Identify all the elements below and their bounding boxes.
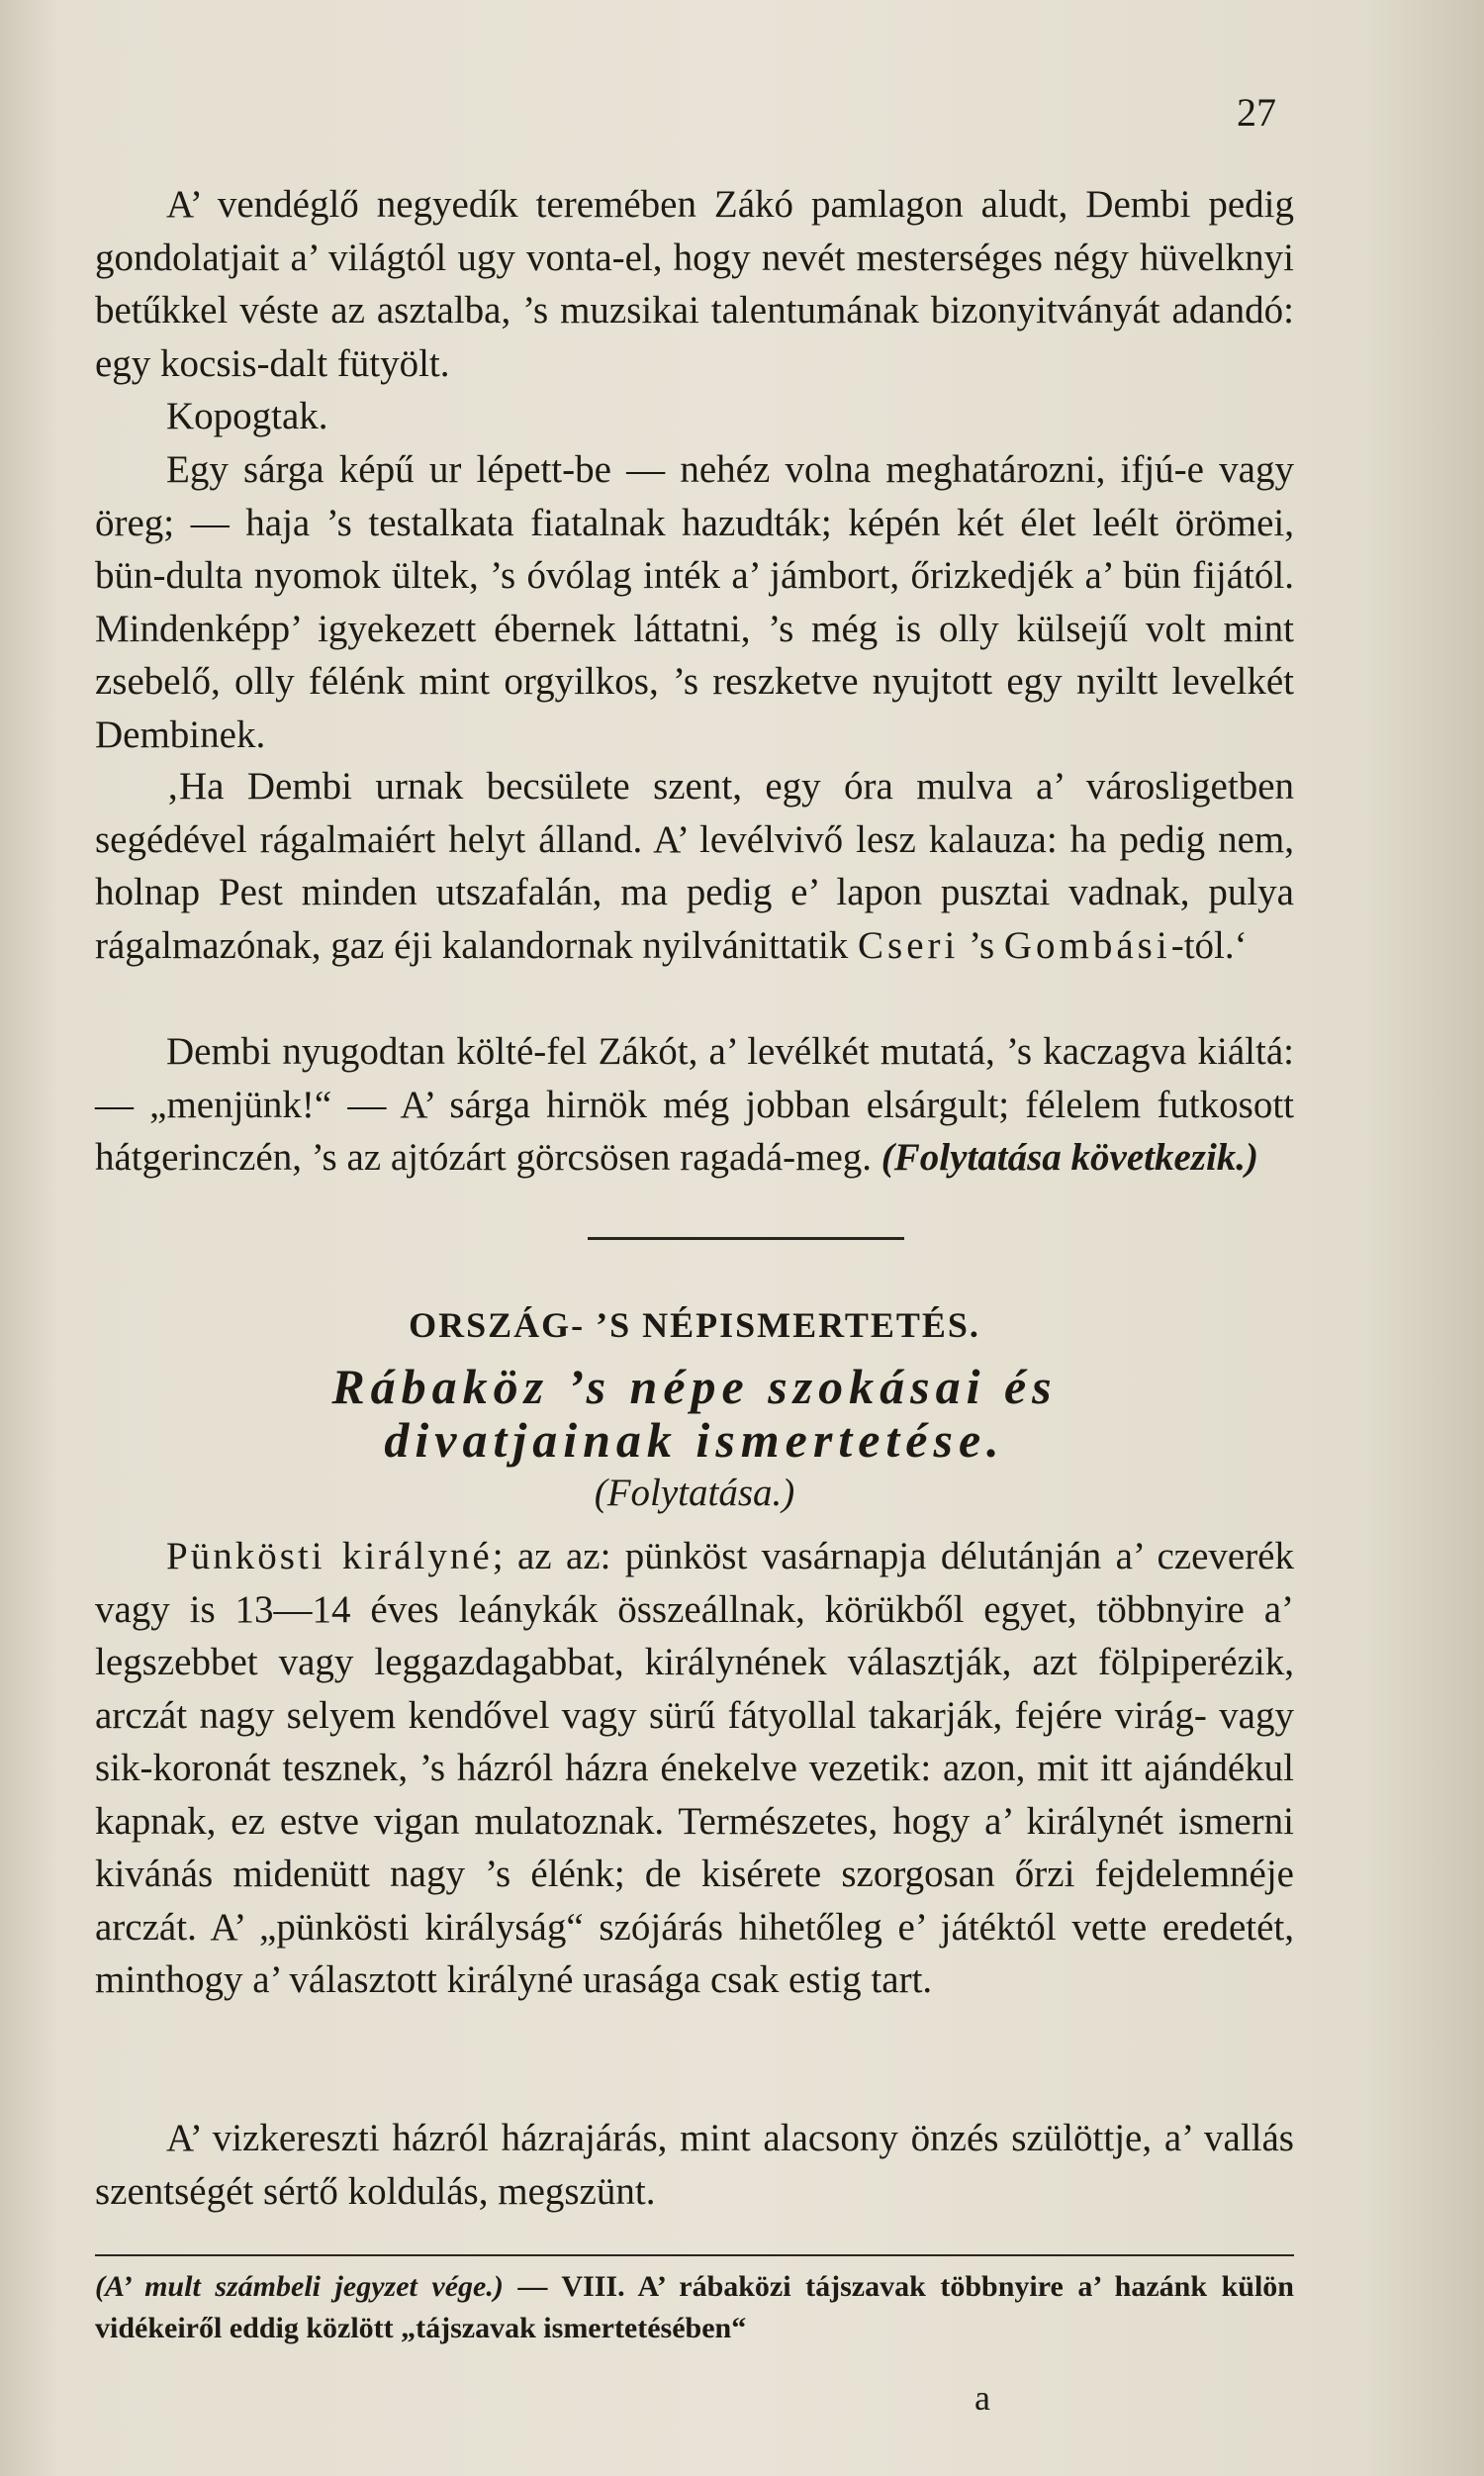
story-text: Dembi nyugodtan költé-fel Zákót, a’ levélkét mutatá, ’s kaczagva kiáltá: — „menjünk!“ — A’ sárga hirnök még jobban elsárgult; félelem futkosott hátgerinczén, ’s az ajtózárt görcsösen ragadá-meg. [95,1030,1294,1179]
footnote-italic: (A’ mult számbeli jegyzet vége.) [95,2270,504,2303]
footnote [95,2266,1294,2349]
story-paragraph-2: Kopogtak. [166,395,328,437]
signatory-2: Gombási [1003,923,1171,967]
printer-signature-mark: a [974,2378,990,2418]
article-paragraph-1 [95,1530,1294,2007]
letter-text: ‚Ha Dembi urnak becsülete szent, egy óra mulva a’ városligetben segédével rágalmaiért helyt álland. A’ levélvivő lesz kalauza: ha pedig nem, holnap Pest minden utszafalán, ma pedig e’ lapon pusztai vadnak, pulya rágalmazónak, gaz éji kalandornak nyilvánittatik [95,765,1294,967]
story-paragraph-1: A’ vendéglő negyedík teremében Zákó pamlagon aludt, Dembi pedig gondolatjait a’ világtól ugy vonta-el, hogy nevét mesterséges négy hüvelknyi betűkkel véste az asztalba, ’s muzsikai talentumának bizonyitványát adandó: egy kocsis-dalt fütyölt. [95,183,1294,385]
letter-end: -tól.‘ [1170,923,1248,967]
text-column [95,0,1294,2476]
article-paragraph-2: A’ vizkereszti házról házrajárás, mint alacsony önzés szülöttje, a’ vallás szentségét sértő koldulás, megszünt. [95,2117,1294,2213]
page-number: 27 [1237,90,1276,135]
footnote-text: — VIII. A’ rábaközi tájszavak többnyire a’ hazánk külön vidékeiről eddig közlött „tájszavak ismertetésében“ [95,2270,1294,2344]
footnote-divider [95,2254,1294,2256]
conjunction: ’s [959,923,1004,967]
section-divider [588,1237,904,1240]
article-heading-line-1: Rábaköz ’s népe szokásai és [331,1359,1058,1414]
to-be-continued-note: (Folytatása következik.) [881,1136,1259,1179]
article-heading-line-2: divatjainak ismertetése. [384,1412,1005,1468]
section-title: ORSZÁG- ’S NÉPISMERTETÉS. [409,1305,980,1345]
story-paragraph-3: Egy sárga képű ur lépett-be — nehéz volna meghatározni, ifjú-e vagy öreg; — haja ’s testalkata fiatalnak hazudták; képén két élet leélt örömei, bün-dulta nyomok ültek, ’s óvólag inték a’ jámbort, őrizkedjék a’ bün fijától. Mindenképp’ igyekezett ébernek láttatni, ’s még is olly külsejű volt mint zsebelő, olly félénk mint orgyilkos, ’s reszketve nyujtott egy nyiltt levelkét Dembinek. [95,448,1294,756]
story-paragraph-5 [95,1025,1294,1185]
continued-label: (Folytatása.) [594,1472,795,1514]
signatory-1: Cseri [858,923,960,967]
term-pentecost-queen: Pünkösti királyné [166,1535,493,1577]
article-text: ; az az: pünköst vasárnapja délutánján a’ czeverék vagy is 13—14 éves leánykák összeállnak, körükből egyet, többnyire a’ legszebbet vagy leggazdagabbat, királynének választják, azt fölpiperézik, arczát nagy selyem kendővel vagy sürű fátyollal takarják, fejére virág- vagy sik-koronát tesznek, ’s házról házra énekelve vezetik: azon, mit itt ajándékul kapnak, ez estve vigan mulatoznak. Természetes, hogy a’ királynét ismerni kivánás midenütt nagy ’s élénk; de kisérete szorgosan őrzi fejdelemnéje arczát. A’ „pünkösti királyság“ szójárás hihetőleg e’ játéktól vette eredetét, minthogy a’ választott királyné urasága csak estig tart. [95,1535,1294,2001]
story-paragraph-4 [95,760,1294,972]
